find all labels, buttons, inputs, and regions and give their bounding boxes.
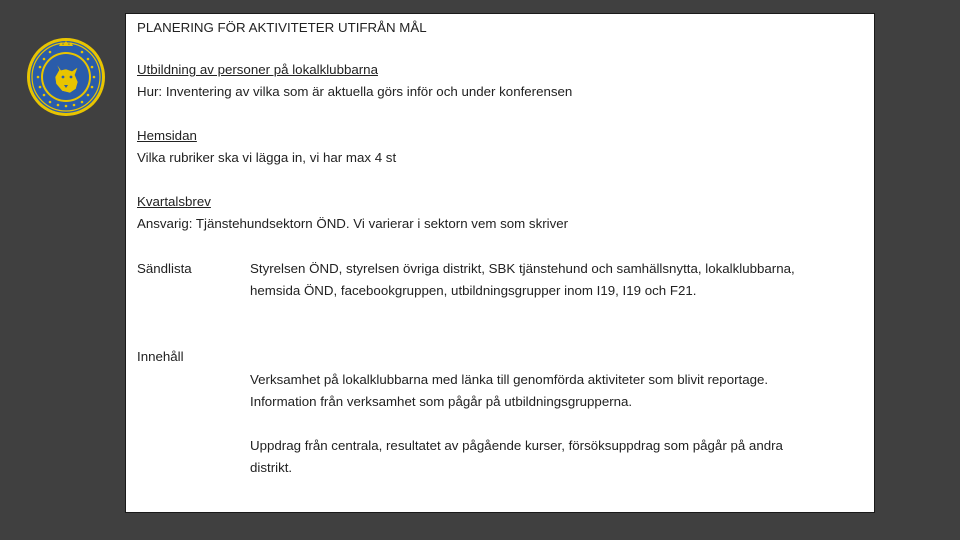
innehall-p1-line-1: Verksamhet på lokalklubbarna med länka till genomförda aktiviteter som blivit reportage. [250,372,769,387]
sandlista-label: Sändlista [137,261,192,276]
section-text-hemsidan: Vilka rubriker ska vi lägga in, vi har max 4 st [137,150,397,165]
section-heading-hemsidan: Hemsidan [137,128,197,143]
section-heading-kvartalsbrev: Kvartalsbrev [137,194,211,209]
section-text-utbildning: Hur: Inventering av vilka som är aktuella görs inför och under konferensen [137,84,573,99]
innehall-p2-line-2: distrikt. [250,460,293,475]
page-title: PLANERING FÖR AKTIVITETER UTIFRÅN MÅL [137,20,427,35]
club-logo [26,37,106,117]
sandlista-line-2: hemsida ÖND, facebookgruppen, utbildningsgrupper inom I19, I19 och F21. [250,283,697,298]
sandlista-line-1: Styrelsen ÖND, styrelsen övriga distrikt, SBK tjänstehund och samhällsnytta, lokalklubbarna, [250,261,795,276]
content-card [125,13,875,513]
innehall-label: Innehåll [137,349,184,364]
innehall-p2-line-1: Uppdrag från centrala, resultatet av pågående kurser, försöksuppdrag som pågår på andra [250,438,783,453]
section-text-kvartalsbrev: Ansvarig: Tjänstehundsektorn ÖND. Vi varierar i sektorn vem som skriver [137,216,569,231]
dog-head-emblem-icon [26,37,106,117]
innehall-p1-line-2: Information från verksamhet som pågår på utbildningsgrupperna. [250,394,633,409]
section-heading-utbildning: Utbildning av personer på lokalklubbarna [137,62,378,77]
